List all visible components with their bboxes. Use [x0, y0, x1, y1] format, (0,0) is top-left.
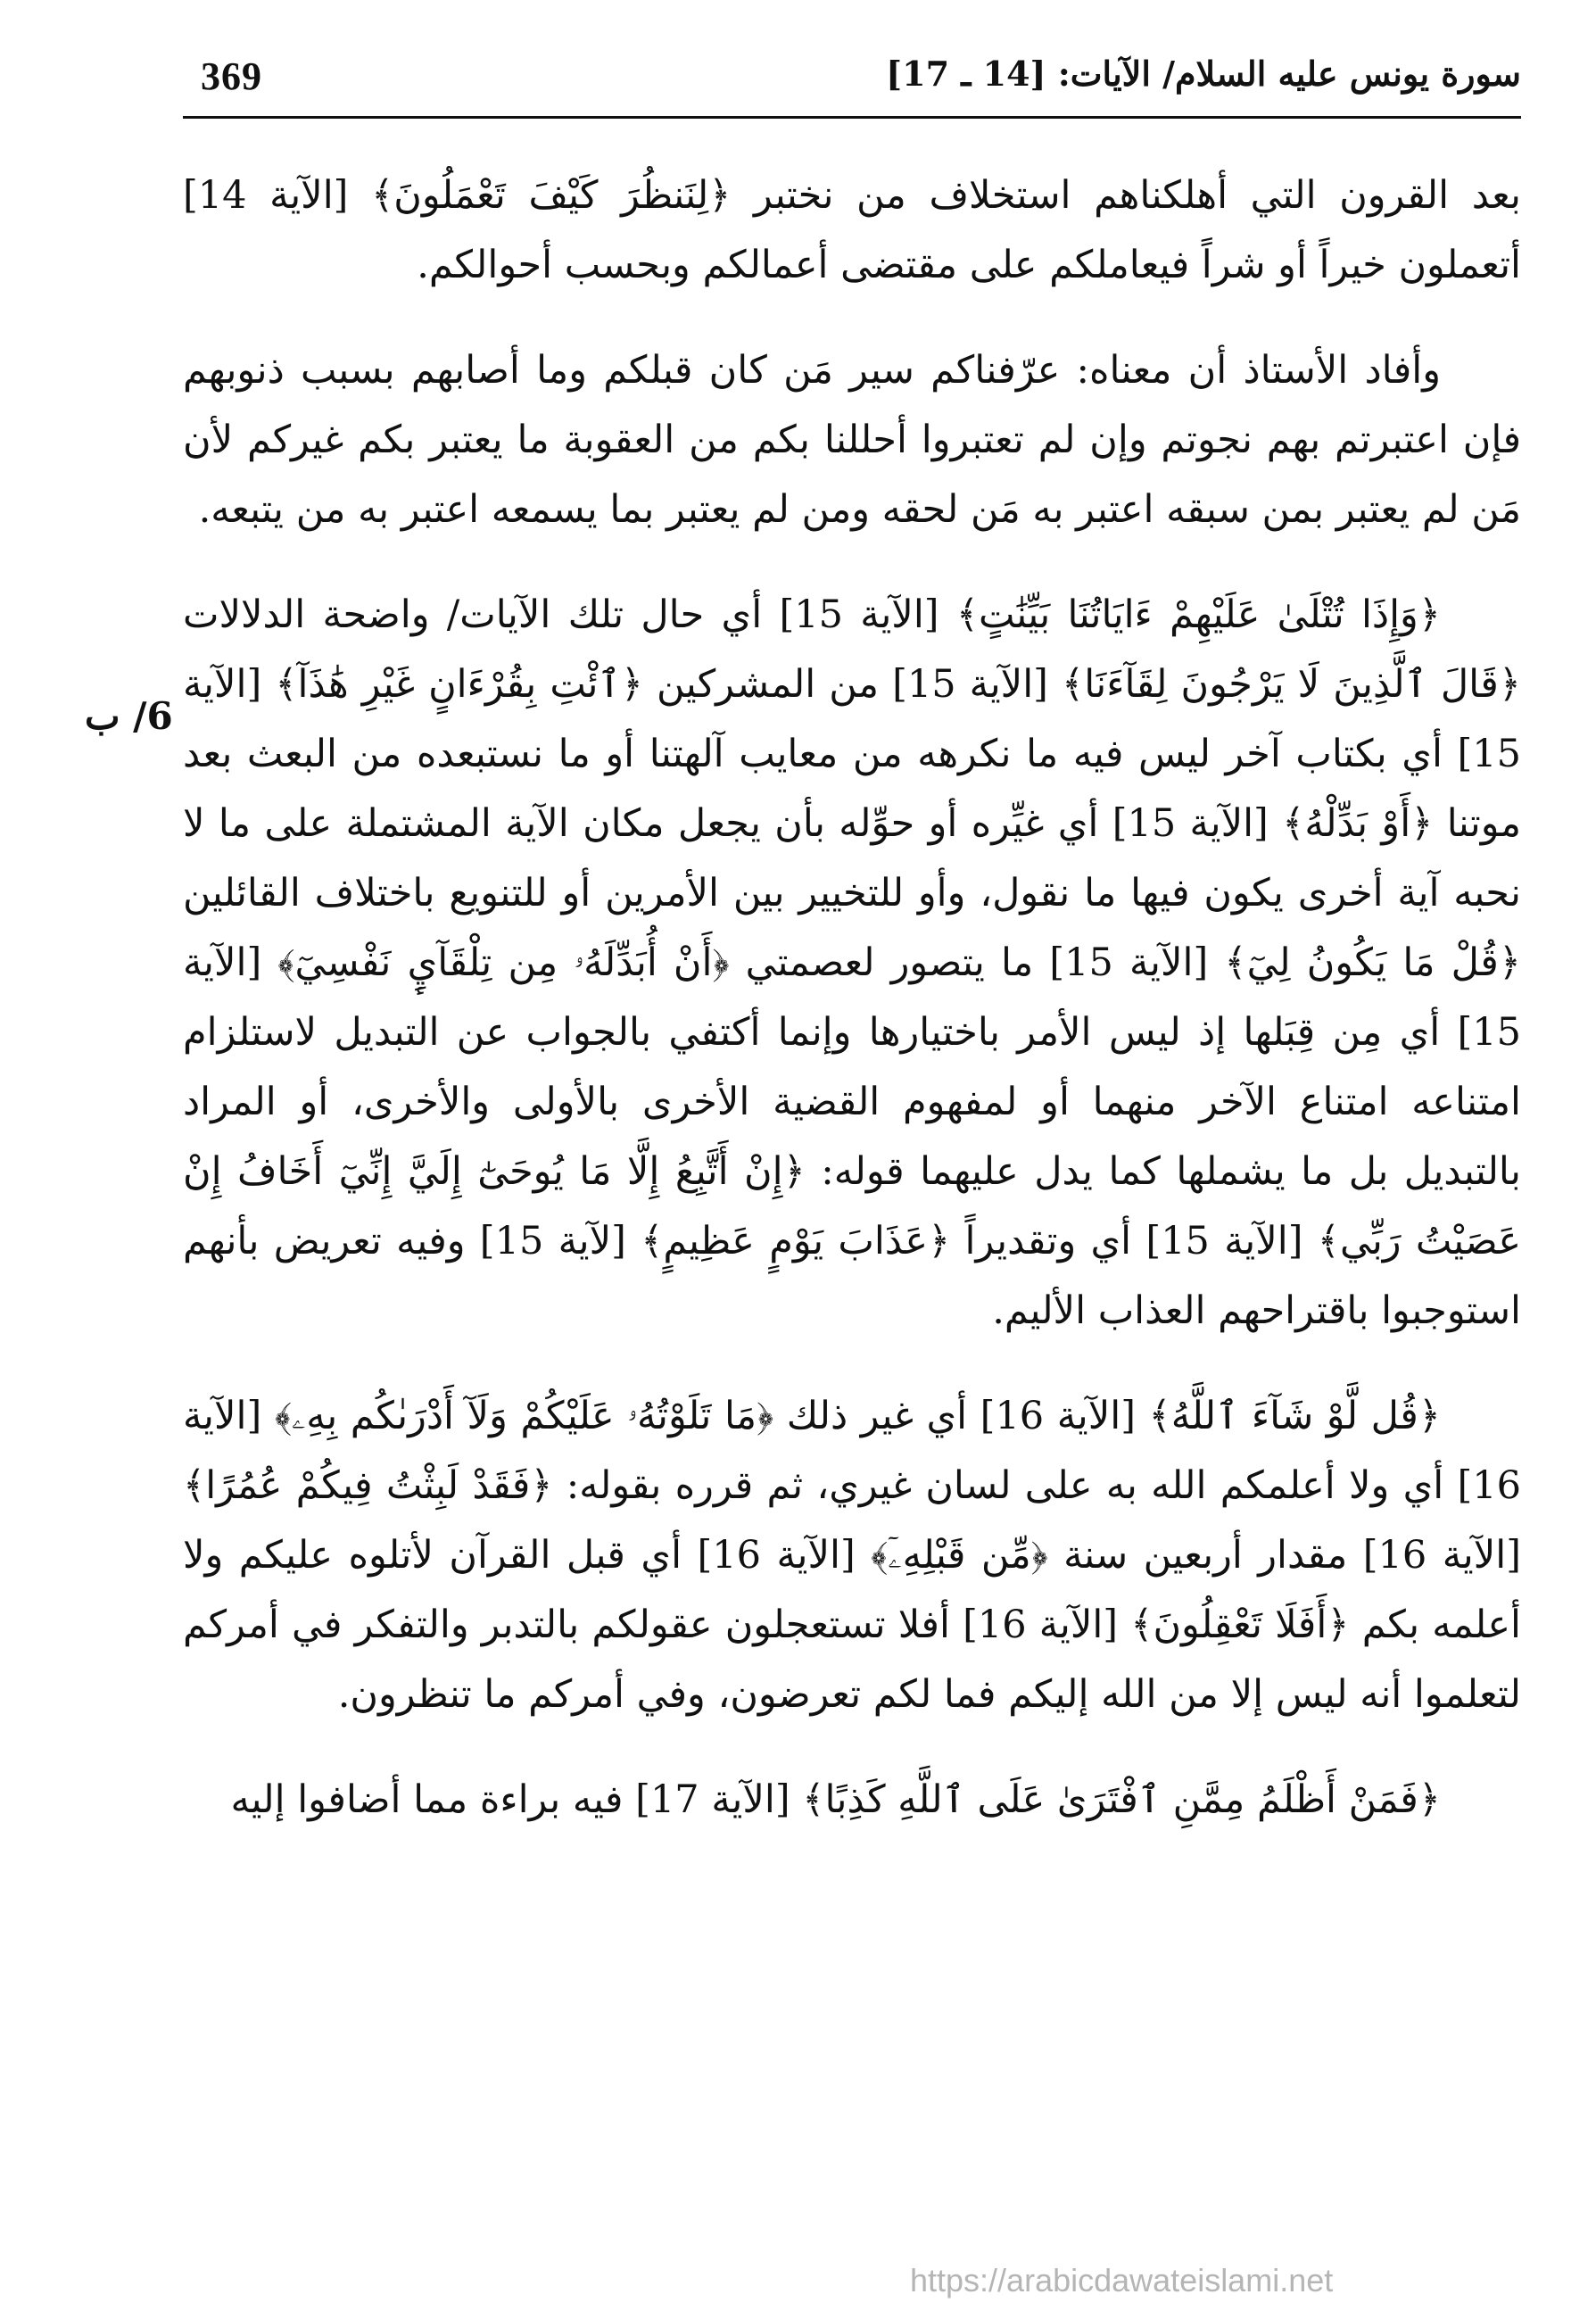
margin-folio-note: 6/ ب [85, 694, 173, 738]
paragraph-5: ﴿فَمَنْ أَظْلَمُ مِمَّنِ ٱفْتَرَىٰ عَلَى ٱللَّهِ كَذِبًا﴾ [الآية 17] فيه براءة مما أضافوا إليه [230, 1777, 1441, 1822]
paragraph-4: ﴿قُل لَّوْ شَآءَ ٱللَّهُ﴾ [الآية 16] أي غير ذلك ﴿مَا تَلَوْتُهُۥ عَلَيْكُمْ وَلَآ أَدْرَىٰكُم بِهِۦ﴾ [الآية 16] أي ولا أعلمكم الله به على لسان غيري، ثم قرره بقوله: ﴿فَقَدْ لَبِثْتُ فِيكُمْ عُمُرًا﴾ [الآية 16] مقدار أربعين سنة ﴿مِّن قَبْلِهِۦٓ﴾ [الآية 16] أي قبل القرآن لأتلوه عليكم ولا أعلمه بكم ﴿أَفَلَا تَعْقِلُونَ﴾ [الآية 16] أفلا تستعجلون عقولكم بالتدبر والتفكر في أمركم لتعلموا أنه ليس إلا من الله إليكم فما لكم تعرضون، وفي أمركم ما تنظرون. [183, 1394, 1521, 1717]
page-header [183, 54, 1521, 107]
paragraph-3: ﴿وَإِذَا تُتْلَىٰ عَلَيْهِمْ ءَايَاتُنَا بَيِّنَٰتٍ﴾ [الآية 15] أي حال تلك الآيات/ واضحة الدلالات ﴿قَالَ ٱلَّذِينَ لَا يَرْجُونَ لِقَآءَنَا﴾ [الآية 15] من المشركين ﴿ٱئْتِ بِقُرْءَانٍ غَيْرِ هَٰذَآ﴾ [الآية 15] أي بكتاب آخر ليس فيه ما نكرهه من معايب آلهتنا أو ما نستبعده من البعث بعد موتنا ﴿أَوْ بَدِّلْهُ﴾ [الآية 15] أي غيِّره أو حوِّله بأن يجعل مكان الآية المشتملة على ما لا نحبه آية أخرى يكون فيها ما نقول، وأو للتخيير بين الأمرين أو للتنويع باختلاف القائلين ﴿قُلْ مَا يَكُونُ لِيٓ﴾ [الآية 15] ما يتصور لعصمتي ﴿أَنْ أُبَدِّلَهُۥ مِن تِلْقَآيِٕ نَفْسِيٓ﴾ [الآية 15] أي مِن قِبَلها إذ ليس الأمر باختيارها وإنما أكتفي بالجواب عن التبديل لاستلزام امتناعه امتناع الآخر منهما أو لمفهوم القضية الأخرى بالأولى والأخرى، أو المراد بالتبديل بل ما يشملها كما يدل عليهما قوله: ﴿إِنْ أَتَّبِعُ إِلَّا مَا يُوحَىٰٓ إِلَيَّ إِنِّيٓ أَخَافُ إِنْ عَصَيْتُ رَبِّي﴾ [الآية 15] أي وتقديراً ﴿عَذَابَ يَوْمٍ عَظِيمٍ﴾ [لآية 15] وفيه تعريض بأنهم استوجبوا باقتراحهم العذاب الأليم. [183, 592, 1522, 1333]
source-watermark: https://arabicdawateislami.net [910, 2262, 1334, 2299]
paragraph-1: بعد القرون التي أهلكناهم استخلاف من نختبر ﴿لِنَنظُرَ كَيْفَ تَعْمَلُونَ﴾ [الآية 14] أتعملون خيراً أو شراً فيعاملكم على مقتضى أعمالكم وبحسب أحوالكم. [183, 173, 1521, 287]
header-divider [183, 116, 1521, 119]
paragraph-2: وأفاد الأستاذ أن معناه: عرّفناكم سير مَن كان قبلكم وما أصابهم بسبب ذنوبهم فإن اعتبرتم بهم نجوتم وإن لم تعتبروا أحللنا بكم من العقوبة ما يعتبر بكم غيركم لأن مَن لم يعتبر بمن سبقه اعتبر به مَن لحقه ومن لم يعتبر بما يسمعه اعتبر به من يتبعه. [183, 348, 1521, 532]
running-title: سورة يونس عليه السلام/ الآيات: [14 ـ 17] [886, 54, 1521, 94]
page-number: 369 [201, 54, 262, 98]
body-text [183, 161, 1521, 1870]
